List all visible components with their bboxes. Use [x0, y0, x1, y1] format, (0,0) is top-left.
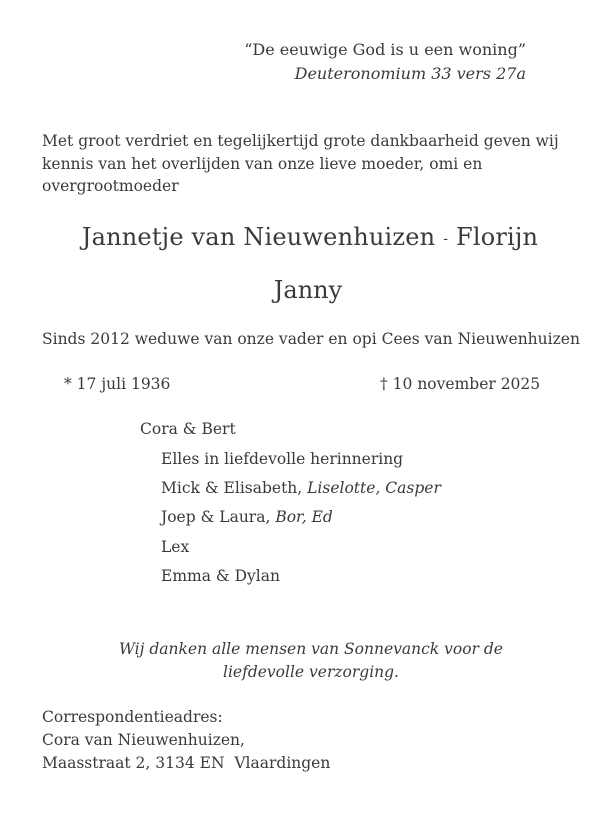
thanks-line: liefdevolle verzorging.	[223, 663, 399, 681]
deceased-name	[0, 222, 602, 254]
family-member-name: Elles in liefdevolle herinnering	[161, 450, 404, 468]
widow-line: Sinds 2012 weduwe van onze vader en opi Cees van Nieuwenhuizen	[42, 330, 580, 348]
intro-line: Met groot verdriet en tegelijkertijd grote dankbaarheid geven wij	[42, 132, 559, 150]
death-date: † 10 november 2025	[380, 375, 541, 393]
family-member	[161, 565, 280, 587]
family-member-name: Emma & Dylan	[161, 567, 280, 585]
family-member-name: Joep & Laura,	[161, 508, 276, 526]
family-member-children: Bor, Ed	[275, 508, 333, 526]
intro-line: overgrootmoeder	[42, 177, 179, 195]
thanks-line: Wij danken alle mensen van Sonnevanck voor de	[119, 640, 503, 658]
correspondence-address	[42, 706, 330, 775]
address-line: Correspondentieadres:	[42, 708, 223, 726]
quote-text: “De eeuwige God is u een woning”	[244, 40, 526, 59]
birth-date: * 17 juli 1936	[64, 375, 171, 393]
family-member	[161, 536, 189, 558]
intro-paragraph	[42, 130, 572, 198]
address-line: Maasstraat 2, 3134 EN Vlaardingen	[42, 754, 331, 772]
family-member-name: Mick & Elisabeth,	[161, 479, 308, 497]
family-member-children: Liselotte, Casper	[307, 479, 441, 497]
family-member	[161, 448, 403, 470]
thanks-message	[0, 638, 602, 684]
family-member	[161, 477, 441, 499]
family-member	[161, 506, 333, 528]
family-member-name: Lex	[161, 538, 190, 556]
deceased-name-part1: Jannetje van Nieuwenhuizen	[81, 223, 436, 251]
deceased-name-part2: Florijn	[455, 223, 539, 251]
intro-line: kennis van het overlijden van onze lieve moeder, omi en	[42, 154, 483, 173]
deceased-nickname: Janny	[273, 276, 343, 304]
address-line: Cora van Nieuwenhuizen,	[42, 731, 245, 749]
quote-reference: Deuteronomium 33 vers 27a	[294, 64, 526, 83]
family-head: Cora & Bert	[140, 420, 236, 438]
name-dash: -	[443, 231, 449, 247]
